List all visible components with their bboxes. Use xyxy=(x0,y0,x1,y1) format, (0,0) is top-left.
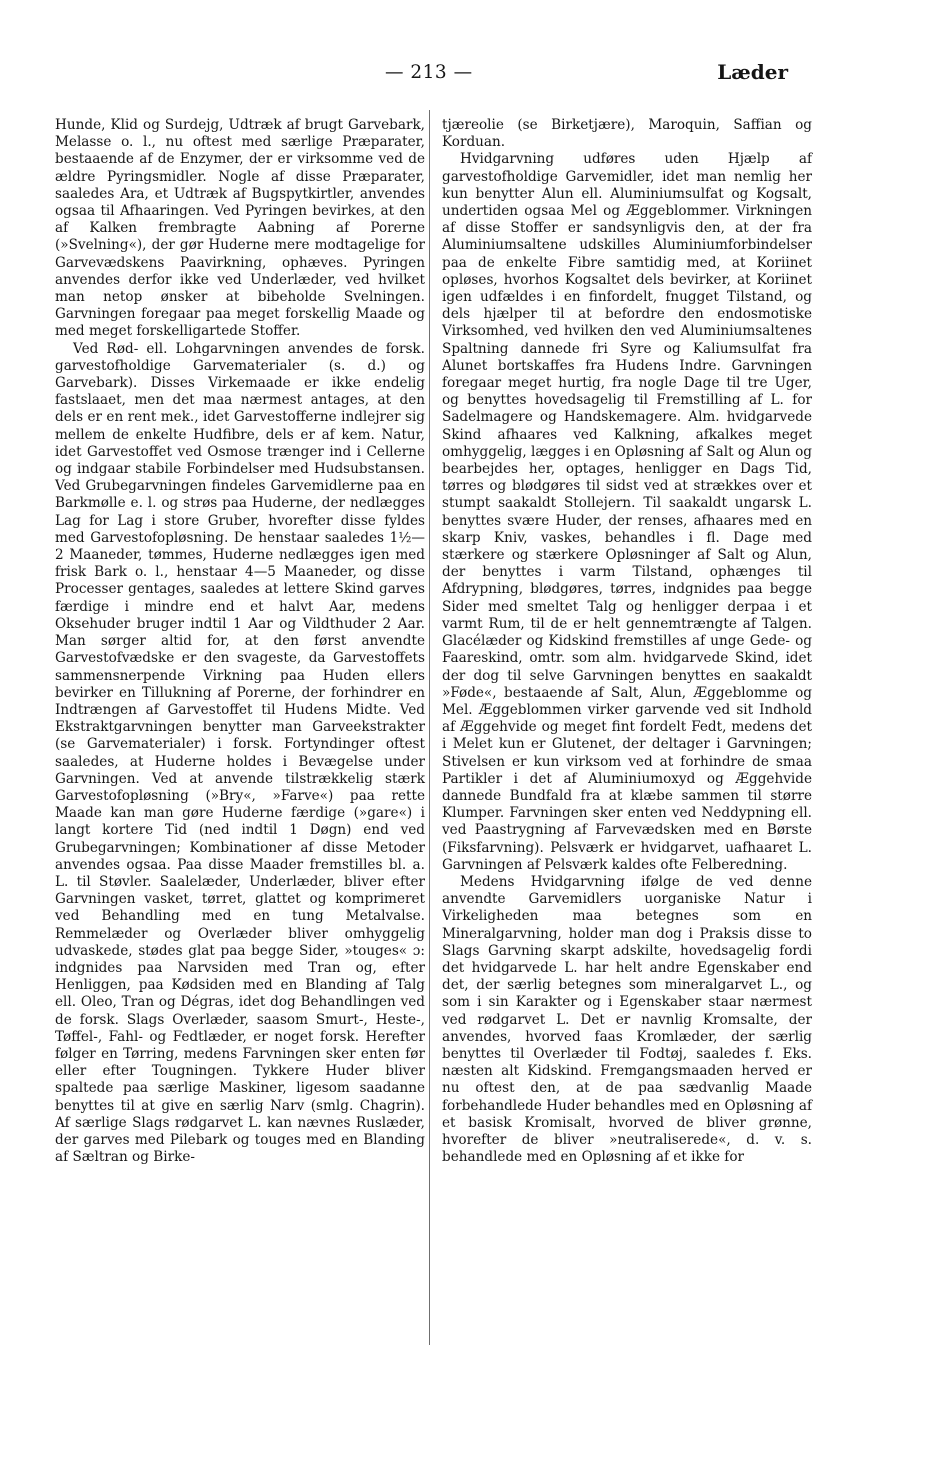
paragraph: Medens Hvidgarvning ifølge de ved denne anvendte Garvemidlers uorganiske Natur i Virkeligheden maa betegnes som en Mineralgarvning, holder man dog i Praksis disse to Slags Garvning skarpt adskilte, hovedsagelig fordi det hvidgarvede L. har helt andre Egenskaber end det, der særlig betegnes som mineralgarvet L., og som i sin Karakter og i Egenskaber staar nærmest ved rødgarvet L. Det er navnlig Kromsalte, der anvendes, hvorved faas Kromlæder, der særlig benyttes til Overlæder til Fodtøj, saaledes f. Eks. næsten alt Kidskind. Fremgangsmaaden herved er nu oftest den, at de paa sædvanlig Maade forbehandlede Huder behandles med en Opløsning af et basisk Kromisalt, hvorved de bliver grønne, hvorefter de bliver »neutraliserede«, d. v. s. behandlede med en Opløsning af et ikke for xyxy=(442,873,812,1166)
paragraph: Hvidgarvning udføres uden Hjælp af garvestofholdige Garvemidler, idet man nemlig her kun benytter Alun ell. Aluminiumsulfat og Kogsalt, undertiden ogsaa Mel og Æggeblommer. Virkningen af disse Stoffer er sandsynligvis den, at der fra Aluminiumsaltene udskilles Aluminiumforbindelser paa de enkelte Fibre samtidig med, at Koriinet opløses, hvorhos Kogsaltet dels bevirker, at Koriinet igen udfældes i en finfordelt, fnugget Tilstand, og dels hjælper til at befordre den endosmotiske Virksomhed, ved hvilken den ved Aluminiumsaltenes Spaltning dannede fri Syre og Kaliumsulfat fra Alunet bortskaffes fra Hudens Indre. Garvningen foregaar meget hurtig, fra nogle Dage til tre Uger, og benyttes hovedsagelig til Fremstilling af L. for Sadelmagere og Handskemagere. Alm. hvidgarvede Skind afhaares ved Kalkning, afkalkes meget omhyggelig, lægges i en Opløsning af Salt og Alun og bearbejdes her, optages, henligger en Dags Tid, tørres og blødgøres til sidst ved at strækkes over et stumpt saakaldt Stollejern. Til saakaldt ungarsk L. benyttes svære Huder, der renses, afhaares med en skarp Kniv, vaskes, behandles i fl. Dage med stærkere og stærkere Opløsninger af Salt og Alun, der benyttes i varm Tilstand, ophænges til Afdrypning, blødgøres, tørres, indgnides paa begge Sider med smeltet Talg og henligger derpaa i et varmt Rum, til de er helt gennemtrængte af Talgen. Glacélæder og Kidskind fremstilles af unge Gede- og Faareskind, omtr. som alm. hvidgarvede Skind, idet der dog til selve Garvningen benyttes en saakaldt »Føde«, bestaaende af Salt, Alun, Æggeblomme og Mel. Æggeblommen virker garvende ved sit Indhold af Æggehvide og meget fint fordelt Fedt, medens det i Melet kun er Glutenet, der deltager i Garvningen; Stivelsen er kun virksom ved at forhindre de smaa Partikler i det af Aluminiumoxyd og Æggehvide dannede Bundfald fra at klæbe sammen til større Klumper. Farvningen sker enten ved Neddypning ell. ved Paastrygning af Farvevædsken med en Børste (Fiksfarvning). Pelsværk er hvidgarvet, uafhaaret L. Garvningen af Pelsværk kaldes ofte Felberedning. xyxy=(442,151,812,873)
running-head: Læder xyxy=(717,60,788,84)
page-header xyxy=(55,58,790,92)
column-divider xyxy=(429,110,430,1345)
left-column xyxy=(55,117,425,1166)
right-column xyxy=(442,117,812,1166)
paragraph: tjæreolie (se Birketjære), Maroquin, Saffian og Korduan. xyxy=(442,117,812,151)
paragraph: Ved Rød- ell. Lohgarvningen anvendes de forsk. garvestofholdige Garvematerialer (s. d.) og Garvebark). Disses Virkemaade er ikke endelig fastslaaet, men det maa nærmest antages, at den dels er en rent mek., idet Garvestofferne indlejrer sig mellem de enkelte Hudfibre, dels er af kem. Natur, idet Garvestoffet ved Osmose trænger ind i Cellerne og indgaar stabile Forbindelser med Hudsubstansen. Ved Grubegarvningen findeles Garvemidlerne paa en Barkmølle e. l. og strøs paa Huderne, der nedlægges Lag for Lag i store Gruber, hvorefter disse fyldes med Garvestofopløsning. De henstaar saaledes 1½—2 Maaneder, tømmes, Huderne nedlægges igen med frisk Bark o. l., henstaar 4—5 Maaneder, og disse Processer gentages, saaledes at lettere Skind garves færdige i mindre end et halvt Aar, medens Oksehuder bruger indtil 1 Aar og Vildthuder 2 Aar. Man sørger altid for, at den først anvendte Garvestofvædske er den svageste, da Garvestoffets sammensnerpende Virkning paa Huden ellers bevirker en Tillukning af Porerne, der forhindrer en Indtrængen af Garvestoffet til Hudens Midte. Ved Ekstraktgarvningen benytter man Garveekstrakter (se Garvematerialer) i forsk. Fortyndinger oftest saaledes, at Huderne holdes i Bevægelse under Garvningen. Ved at anvende tilstrækkelig stærk Garvestofopløsning (»Bry«, »Farve«) paa rette Maade kan man gøre Huderne færdige (»gare«) i langt kortere Tid (ned indtil 1 Døgn) end ved Grubegarvningen; Kombinationer af disse Metoder anvendes ogsaa. Paa disse Maader fremstilles bl. a. L. til Støvler. Saalelæder, Underlæder, bliver efter Garvningen vasket, tørret, glattet og komprimeret ved Behandling med en tung Metalvalse. Remmelæder og Overlæder bliver omhyggelig udvaskede, stødes glat paa begge Sider, »touges« ɔ: indgnides paa Narvsiden med Tran og, efter Henliggen, paa Kødsiden med en Blanding af Talg ell. Oleo, Tran og Dégras, idet dog Behandlingen ved de forsk. Slags Overlæder, saasom Smurt-, Heste-, Tøffel-, Fahl- og Fedtlæder, er noget forsk. Herefter følger en Tørring, medens Farvningen sker enten før eller efter Tougningen. Tykkere Huder bliver spaltede paa særlige Maskiner, ligesom saadanne benyttes til at give en særlig Narv (smlg. Chagrin). Af særlige Slags rødgarvet L. kan nævnes Ruslæder, der garves med Pilebark og touges med en Blanding af Sæltran og Birke- xyxy=(55,340,425,1166)
page-number: — 213 — xyxy=(385,62,473,83)
paragraph: Hunde, Klid og Surdejg, Udtræk af brugt Garvebark, Melasse o. l., nu oftest med særlige Præparater, bestaaende af de Enzymer, der er virksomme ved de ældre Pyringsmidler. Nogle af disse Præparater, saaledes Ara, et Udtræk af Bugspytkirtler, anvendes ogsaa til Afhaaringen. Ved Pyringen bevirkes, at den af Kalken frembragte Aabning af Porerne (»Svelning«), der gør Huderne mere modtagelige for Garvevædskens Paavirkning, ophæves. Pyringen anvendes derfor ikke ved Underlæder, ved hvilket man netop ønsker at bibeholde Svelningen. Garvningen foregaar paa meget forskellig Maade og med meget forskelligartede Stoffer. xyxy=(55,117,425,340)
